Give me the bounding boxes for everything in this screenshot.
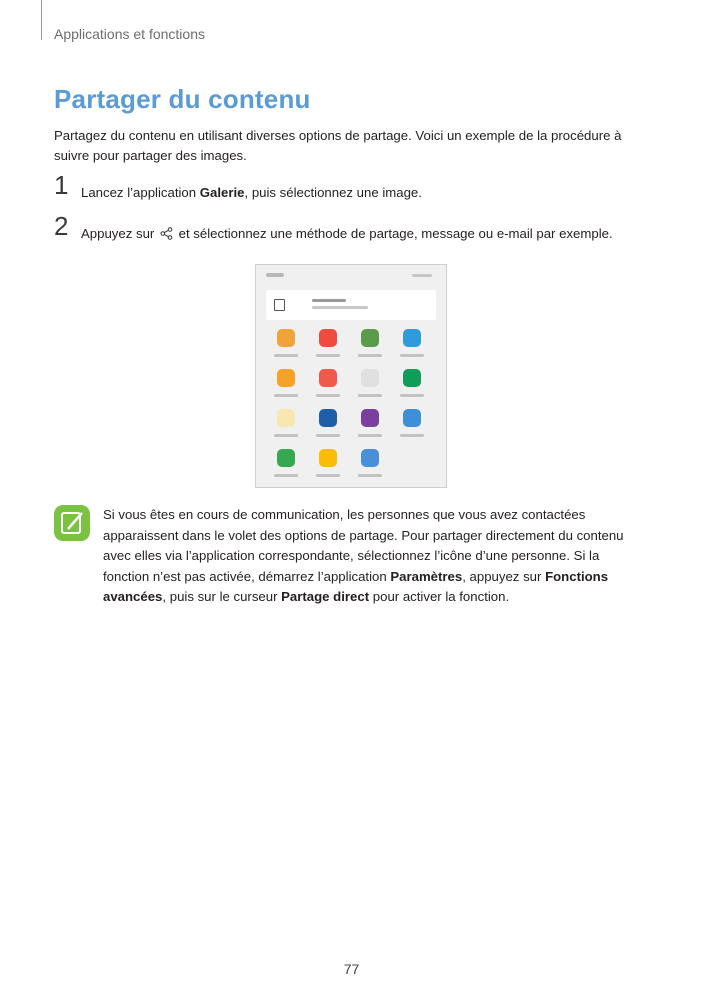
step-number: 2 [54, 211, 69, 241]
app-photos-icon [308, 449, 348, 477]
app-label [316, 474, 340, 477]
share-panel-suggestion-card [266, 290, 436, 320]
share-panel-action [412, 274, 432, 277]
app-memo-icon [266, 409, 306, 437]
app-maps-icon [350, 329, 390, 357]
app-label [274, 354, 298, 357]
app-label [358, 394, 382, 397]
app-label [358, 434, 382, 437]
card-line [312, 306, 368, 309]
app-bluetooth-icon [392, 329, 432, 357]
app-label [274, 394, 298, 397]
app-onenote-icon [350, 409, 390, 437]
app-icon-tile [277, 369, 295, 387]
app-contacts-icon [266, 369, 306, 397]
header-rule [41, 0, 42, 40]
app-icon-tile [319, 409, 337, 427]
app-label [316, 394, 340, 397]
app-icon-tile [319, 369, 337, 387]
app-icon-tile [403, 369, 421, 387]
running-head: Applications et fonctions [54, 26, 205, 42]
app-label [400, 394, 424, 397]
app-icon-tile [277, 409, 295, 427]
share-target-icon [274, 299, 285, 311]
app-label [316, 434, 340, 437]
app-icon-tile [361, 449, 379, 467]
app-icon-tile [403, 329, 421, 347]
note-icon [54, 505, 90, 541]
app-onedrive-icon [308, 409, 348, 437]
app-label [400, 434, 424, 437]
app-icon-tile [277, 449, 295, 467]
step-number: 1 [54, 170, 69, 200]
app-2-icon [308, 329, 348, 357]
step-text: Appuyez sur et sélectionnez une méthode de partage, message ou e-mail par exemple. [81, 226, 613, 241]
app-hangouts-icon [392, 369, 432, 397]
step-text: Lancez l’application Galerie, puis sélectionnez une image. [81, 185, 422, 200]
app-icon-tile [361, 409, 379, 427]
app-label [358, 354, 382, 357]
share-panel-screenshot [255, 264, 447, 488]
app-wifi-icon [350, 449, 390, 477]
app-label [358, 474, 382, 477]
page-title: Partager du contenu [54, 84, 311, 114]
intro-paragraph: Partagez du contenu en utilisant diverses options de partage. Voici un exemple de la procédure à suivre pour partager des images. [54, 128, 622, 163]
app-label [274, 434, 298, 437]
app-email-icon [308, 369, 348, 397]
app-label [316, 354, 340, 357]
app-1-icon [266, 329, 306, 357]
app-gmail-icon [350, 369, 390, 397]
card-line [312, 299, 346, 302]
share-icon [160, 227, 173, 240]
page-number: 77 [343, 961, 360, 977]
note-text: Si vous êtes en cours de communication, les personnes que vous avez contactées apparaissent dans le volet des options de partage. Pour partager directement du contenu avec elles via l’application correspondante, sélectionnez l’icône d’une personne. Si la fonction n’est pas activée, démarrez l’application Paramètres, appuyez sur Fonctions avancées, puis sur le curseur Partage direct pour activer la fonction. [103, 507, 624, 604]
app-icon-tile [361, 329, 379, 347]
app-screen-icon [392, 409, 432, 437]
app-label [274, 474, 298, 477]
share-panel-title [266, 273, 284, 277]
app-icon-tile [403, 409, 421, 427]
app-icon-tile [361, 369, 379, 387]
app-icon-tile [277, 329, 295, 347]
app-label [400, 354, 424, 357]
app-icon-tile [319, 449, 337, 467]
app-icon-tile [319, 329, 337, 347]
app-drive-icon [266, 449, 306, 477]
